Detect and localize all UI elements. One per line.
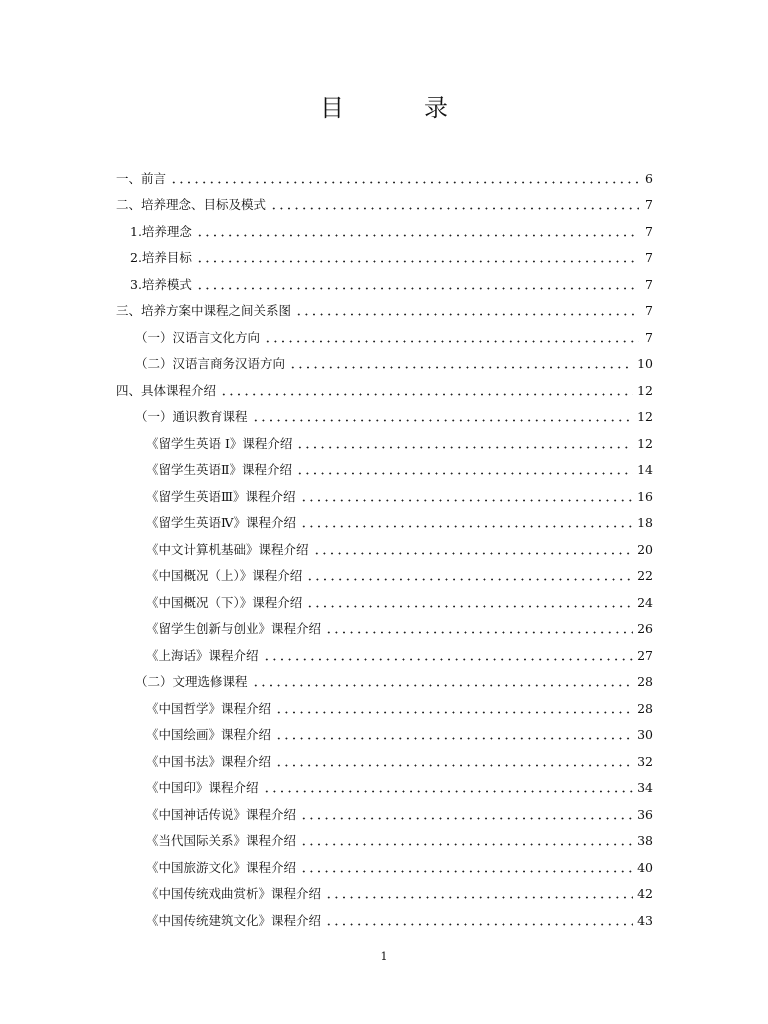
toc-entry[interactable]: [116, 505, 653, 532]
toc-entry-label: 3.培养模式: [130, 276, 192, 292]
toc-entry-page: 27: [637, 647, 653, 663]
toc-entry[interactable]: [116, 823, 653, 850]
toc-dot-leader: [275, 711, 633, 714]
toc-entry-page: 43: [637, 912, 653, 928]
toc-entry[interactable]: [116, 213, 653, 240]
toc-entry[interactable]: [116, 319, 653, 346]
toc-title: 目 录: [320, 94, 476, 122]
toc-entry-page: 22: [637, 568, 653, 583]
toc-dot-leader: [196, 287, 639, 290]
toc-dot-leader: [313, 552, 634, 555]
toc-dot-leader: [306, 578, 633, 581]
toc-entry[interactable]: [116, 584, 653, 611]
toc-entry-label: 《当代国际关系》课程介绍: [146, 833, 297, 848]
toc-dot-leader: [296, 446, 633, 449]
toc-entry-page: 34: [637, 780, 653, 795]
toc-entry-page: 30: [637, 727, 653, 742]
toc-entry-label: 一、前言: [116, 170, 167, 186]
toc-entry[interactable]: [116, 849, 653, 876]
toc-entry-label: 2.培养目标: [130, 250, 192, 265]
toc-entry[interactable]: [116, 717, 653, 744]
toc-dot-leader: [306, 605, 633, 608]
toc-entry-page: 7: [645, 303, 653, 318]
toc-entry-label: 四、具体课程介绍: [116, 382, 217, 398]
toc-entry-page: 7: [645, 276, 653, 292]
toc-entry[interactable]: [116, 293, 653, 320]
toc-entry-page: 12: [637, 409, 653, 424]
toc-entry-label: 《中国概况（上）》课程介绍: [146, 568, 303, 583]
toc-dot-leader: [263, 790, 634, 793]
toc-entry-page: 7: [645, 223, 653, 239]
toc-entry[interactable]: [116, 558, 653, 585]
toc-entry-page: 18: [637, 515, 653, 530]
toc-entry-label: 《中国概况（下）》课程介绍: [146, 594, 303, 610]
toc-entry-label: 二、培养理念、目标及模式: [116, 197, 267, 212]
toc-entry-label: 《留学生英语Ⅲ》课程介绍: [146, 488, 296, 504]
toc-dot-leader: [300, 525, 633, 528]
toc-dot-leader: [296, 472, 633, 475]
toc-entry-label: 三、培养方案中课程之间关系图: [116, 303, 292, 318]
toc-entry[interactable]: [116, 452, 653, 479]
toc-entry[interactable]: [116, 611, 653, 638]
toc-dot-leader: [289, 366, 633, 369]
toc-entry[interactable]: [116, 876, 653, 903]
toc-entry-page: 28: [637, 674, 653, 689]
toc-entry[interactable]: [116, 637, 653, 664]
toc-entry-label: 《中国书法》课程介绍: [146, 753, 272, 769]
toc-dot-leader: [270, 207, 639, 210]
toc-entry-label: 《中国神话传说》课程介绍: [146, 806, 297, 822]
toc-entry[interactable]: [116, 796, 653, 823]
toc-dot-leader: [300, 843, 633, 846]
toc-entry-page: 38: [637, 833, 653, 848]
toc-entry-label: 《中国印》课程介绍: [146, 780, 259, 795]
toc-dot-leader: [170, 181, 639, 184]
toc-entry[interactable]: [116, 399, 653, 426]
toc-dot-leader: [220, 393, 633, 396]
toc-entry-label: 《中国绘画》课程介绍: [146, 727, 272, 742]
toc-entry-page: 40: [637, 859, 653, 875]
toc-entry-page: 6: [645, 170, 653, 186]
toc-entry-label: 《留学生英语Ⅱ》课程介绍: [146, 462, 292, 477]
toc-entry[interactable]: [116, 160, 653, 187]
toc-entry[interactable]: [116, 240, 653, 267]
toc-entry-page: 16: [637, 488, 653, 504]
toc-entry[interactable]: [116, 425, 653, 452]
toc-entry-page: 12: [637, 435, 653, 451]
toc-dot-leader: [263, 658, 634, 661]
toc-dot-leader: [325, 923, 633, 926]
toc-dot-leader: [325, 631, 633, 634]
toc-dot-leader: [300, 499, 634, 502]
toc-entry[interactable]: [116, 346, 653, 373]
toc-entry-page: 32: [637, 753, 653, 769]
toc-entry[interactable]: [116, 770, 653, 797]
toc-dot-leader: [300, 817, 633, 820]
toc-entry-page: 7: [645, 197, 653, 212]
toc-dot-leader: [252, 684, 634, 687]
toc-entry-label: 《上海话》课程介绍: [146, 647, 259, 663]
toc-dot-leader: [295, 313, 639, 316]
toc-dot-leader: [196, 234, 639, 237]
toc-entry-label: 《留学生创新与创业》课程介绍: [146, 621, 322, 636]
toc-dot-leader: [275, 737, 633, 740]
toc-entry-page: 26: [637, 621, 653, 636]
toc-entry-page: 14: [637, 462, 653, 477]
toc-entry-label: 《留学生英语 I》课程介绍: [146, 435, 293, 451]
toc-entry-page: 28: [637, 700, 653, 716]
toc-entry-label: 《中国旅游文化》课程介绍: [146, 859, 297, 875]
toc-entry-label: （二）汉语言商务汉语方向: [135, 356, 286, 371]
toc-dot-leader: [264, 340, 639, 343]
toc-entry[interactable]: [116, 902, 653, 929]
toc-entry[interactable]: [116, 690, 653, 717]
toc-dot-leader: [300, 870, 633, 873]
toc-entry-page: 20: [637, 541, 653, 557]
toc-entry-page: 42: [637, 886, 653, 901]
toc-entry-page: 7: [645, 329, 653, 345]
toc-dot-leader: [252, 419, 634, 422]
toc-entry-label: 《中国传统建筑文化》课程介绍: [146, 912, 322, 928]
toc-entry-label: （一）汉语言文化方向: [135, 329, 261, 345]
toc-entry-label: 《中国哲学》课程介绍: [146, 700, 272, 716]
toc-entry-label: 《中国传统戏曲赏析》课程介绍: [146, 886, 322, 901]
toc-entry[interactable]: [116, 531, 653, 558]
toc-entry[interactable]: [116, 187, 653, 214]
toc-entry-label: （一）通识教育课程: [135, 409, 248, 424]
toc-entry[interactable]: [116, 743, 653, 770]
toc-entry[interactable]: [116, 478, 653, 505]
page-number: 1: [380, 950, 388, 963]
toc-entry[interactable]: [116, 664, 653, 691]
toc-entry-label: （二）文理选修课程: [135, 674, 248, 689]
toc-entry[interactable]: [116, 372, 653, 399]
toc-entry-label: 1.培养理念: [130, 223, 192, 239]
toc-entry-page: 10: [637, 356, 653, 371]
toc-entry-page: 24: [637, 594, 653, 610]
toc-entry[interactable]: [116, 266, 653, 293]
toc-dot-leader: [325, 896, 633, 899]
toc-entry-page: 7: [645, 250, 653, 265]
toc-dot-leader: [196, 260, 639, 263]
toc-entry-page: 12: [637, 382, 653, 398]
toc-dot-leader: [275, 764, 633, 767]
toc-entry-label: 《中文计算机基础》课程介绍: [146, 541, 309, 557]
table-of-contents: [116, 160, 653, 929]
toc-entry-page: 36: [637, 806, 653, 822]
toc-entry-label: 《留学生英语Ⅳ》课程介绍: [146, 515, 296, 530]
